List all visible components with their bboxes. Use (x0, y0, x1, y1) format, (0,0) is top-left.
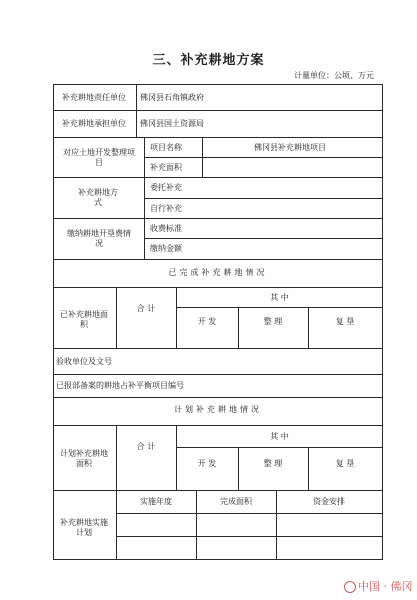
planned-total-label: 合 计 (136, 442, 156, 451)
grid-line (53, 137, 383, 138)
watermark (344, 578, 413, 594)
self-label: 自行补充 (150, 204, 182, 213)
table-border-left (53, 84, 54, 560)
responsible-unit-value: 佛冈县石角镇政府 (140, 93, 204, 102)
grid-line (116, 425, 117, 490)
grid-line (144, 198, 383, 199)
grid-line (144, 137, 145, 259)
document-title: 三、补充耕地方案 (152, 53, 265, 68)
project-name-value: 佛冈县补充耕地项目 (254, 143, 326, 152)
entrusted-label: 委托补充 (150, 183, 182, 192)
watermark-text: 中国 · 佛冈 (358, 580, 413, 593)
grid-line (116, 287, 117, 348)
completed-total-label: 合 计 (136, 304, 156, 313)
table-border-right (382, 84, 383, 560)
planned-among-label: 其 中 (270, 432, 289, 441)
acceptance-label: 验收单位及文号 (56, 357, 112, 366)
filed-project-label: 已报部备案的耕地占补平衡项目编号 (56, 381, 184, 390)
fee-amount-label: 缴纳金额 (150, 244, 182, 253)
completed-area-label: 已补充耕地面积 (60, 310, 108, 329)
grid-line (53, 490, 383, 491)
grid-line (53, 348, 383, 349)
supplement-area-label: 补充面积 (150, 163, 182, 172)
planned-area-label: 计划补充耕地面积 (60, 449, 108, 468)
grid-line (116, 513, 383, 514)
grid-line (53, 218, 383, 219)
funds-column-header: 资金安排 (313, 497, 345, 506)
grid-line (238, 307, 239, 348)
planned-develop-label: 开 发 (197, 459, 217, 468)
grid-line (176, 447, 383, 448)
planned-reclaim-label: 复 垦 (335, 459, 355, 468)
year-column-header: 实施年度 (140, 497, 172, 506)
completed-section-header: 已完成补充耕地情况 (168, 268, 268, 277)
grid-line (53, 259, 383, 260)
undertaking-unit-value: 佛冈县国土资源局 (140, 119, 204, 128)
grid-line (144, 157, 383, 158)
project-name-label: 项目名称 (150, 143, 182, 152)
planned-section-header: 计划补充耕地情况 (174, 405, 262, 414)
project-label: 对应土地开发整理项目 (63, 148, 135, 167)
grid-line (53, 397, 383, 398)
undertaking-unit-label: 补充耕地承担单位 (62, 119, 126, 128)
grid-line (202, 137, 203, 178)
grid-line (53, 110, 383, 111)
grid-line (53, 84, 383, 85)
fee-standard-label: 收费标准 (150, 224, 182, 233)
grid-line (53, 177, 383, 178)
grid-line (136, 84, 137, 137)
grid-line (116, 536, 383, 537)
grid-line (176, 307, 383, 308)
units-note: 计量单位：公顷、万元 (294, 71, 374, 80)
seal-icon (344, 581, 356, 593)
grid-line (144, 238, 383, 239)
grid-line (53, 374, 383, 375)
planned-consolidate-label: 整 理 (263, 459, 283, 468)
grid-line (308, 307, 309, 348)
grid-line (53, 425, 383, 426)
completed-among-label: 其 中 (270, 293, 289, 302)
responsible-unit-label: 补充耕地责任单位 (62, 93, 126, 102)
completed-develop-label: 开 发 (197, 317, 217, 326)
completed-reclaim-label: 复 垦 (335, 317, 355, 326)
grid-line (53, 287, 383, 288)
implementation-plan-label: 补充耕地实施计划 (60, 518, 108, 537)
method-label: 补充耕地方式 (78, 188, 118, 207)
fee-label: 缴纳耕地开垦费情况 (67, 229, 131, 248)
grid-line (53, 559, 383, 560)
area-done-column-header: 完成面积 (220, 497, 252, 506)
completed-consolidate-label: 整 理 (263, 317, 283, 326)
